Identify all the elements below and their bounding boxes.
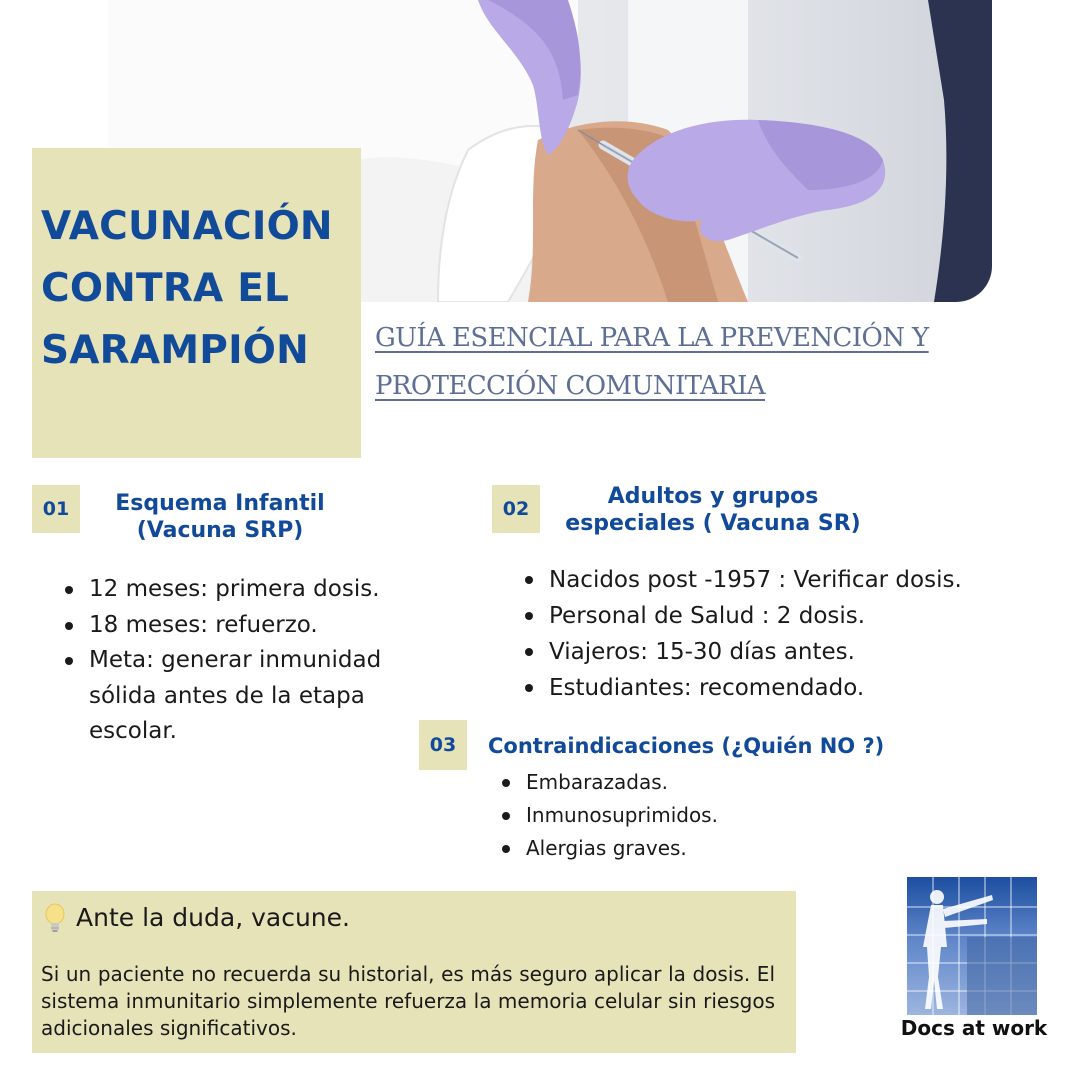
list-item: Embarazadas. bbox=[497, 766, 877, 799]
section-heading-child-schedule bbox=[95, 490, 345, 544]
brand-name: Docs at work bbox=[900, 1016, 1048, 1040]
tip-title-text: Ante la duda, vacune. bbox=[76, 903, 350, 932]
subtitle-line: PROTECCIÓN COMUNITARIA bbox=[375, 371, 765, 401]
subtitle-line: GUÍA ESENCIAL PARA LA PREVENCIÓN Y bbox=[375, 323, 929, 353]
tip-text: Si un paciente no recuerda su historial, es más seguro aplicar la dosis. El sistema inmunitario simplemente refuerza la memoria celular sin riesgos adicionales significativos. bbox=[41, 962, 775, 1040]
brand-logo bbox=[907, 877, 1037, 1015]
contraindications-list bbox=[497, 766, 877, 865]
list-item: Meta: generar inmunidad sólida antes de la etapa escolar. bbox=[60, 643, 420, 750]
section-heading-adults bbox=[545, 483, 881, 537]
section-number-03: 03 bbox=[419, 720, 467, 770]
list-item: Alergias graves. bbox=[497, 832, 877, 865]
list-item: 18 meses: refuerzo. bbox=[60, 608, 420, 644]
child-schedule-list bbox=[60, 572, 420, 750]
title-line: VACUNACIÓN bbox=[41, 204, 333, 249]
adults-list bbox=[520, 562, 1040, 706]
title-line: CONTRA EL bbox=[41, 266, 290, 311]
page-subtitle bbox=[375, 314, 935, 410]
section-number-02: 02 bbox=[492, 485, 540, 533]
list-item: 12 meses: primera dosis. bbox=[60, 572, 420, 608]
list-item: Personal de Salud : 2 dosis. bbox=[520, 598, 1040, 634]
heading-line: especiales ( Vacuna SR) bbox=[565, 511, 861, 536]
tip-title bbox=[42, 898, 350, 938]
list-item: Estudiantes: recomendado. bbox=[520, 670, 1040, 706]
list-item: Inmunosuprimidos. bbox=[497, 799, 877, 832]
section-heading-contraindications: Contraindicaciones (¿Quién NO ?) bbox=[488, 734, 885, 758]
lightbulb-icon bbox=[42, 901, 68, 935]
page-title bbox=[41, 196, 371, 382]
heading-line: Adultos y grupos bbox=[607, 484, 819, 509]
list-item: Viajeros: 15-30 días antes. bbox=[520, 634, 1040, 670]
heading-line: Esquema Infantil bbox=[115, 491, 325, 516]
section-number-01: 01 bbox=[32, 485, 80, 533]
title-line: SARAMPIÓN bbox=[41, 328, 309, 373]
heading-line: (Vacuna SRP) bbox=[136, 518, 304, 543]
list-item: Nacidos post -1957 : Verificar dosis. bbox=[520, 562, 1040, 598]
